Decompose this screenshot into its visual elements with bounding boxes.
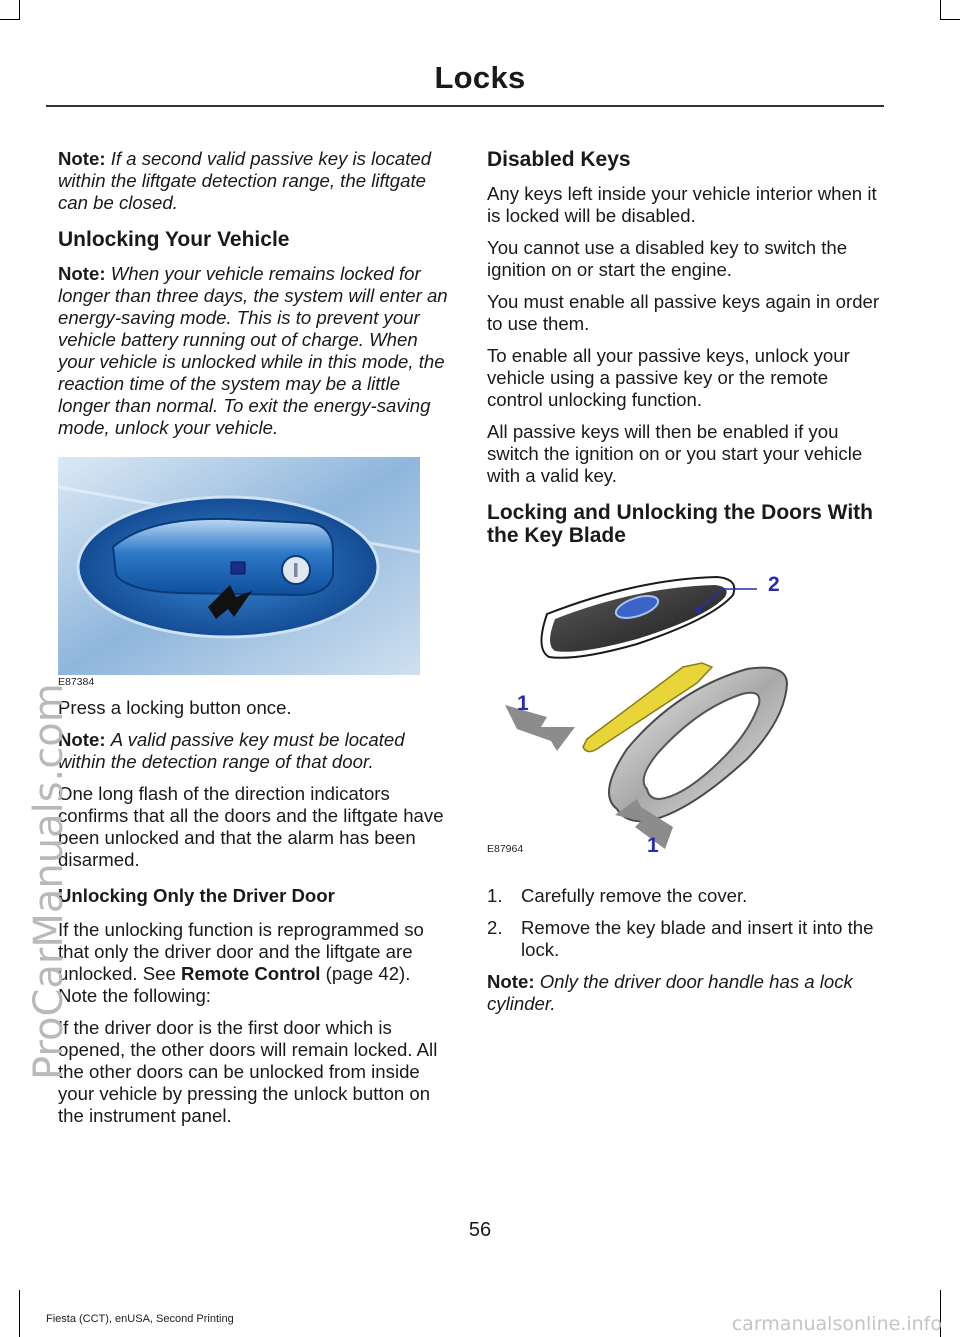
- crop-mark: [19, 1290, 20, 1337]
- reprogram-paragraph: [58, 919, 450, 1007]
- driver-door-paragraph: If the driver door is the first door which is opened, the other doors will remain locked. All the other doors can be unlocked from inside your vehicle by pressing the unlock button on the instrument panel.: [58, 1017, 438, 1126]
- figure-code: E87384: [58, 676, 95, 688]
- note-liftgate: [58, 148, 450, 214]
- right-column: [487, 148, 882, 1025]
- disabled-p4: To enable all your passive keys, unlock your vehicle using a passive key or the remote control unlocking function.: [487, 345, 850, 410]
- reprogram-text-b: (page 42). Note the following:: [58, 963, 411, 1006]
- figure-key-blade: [487, 559, 817, 877]
- note-label: Note:: [487, 971, 535, 992]
- callout-2: 2: [768, 573, 780, 596]
- crop-mark: [19, 0, 20, 20]
- key-fob-illustration: [487, 559, 817, 864]
- callout-1-bottom: 1: [647, 834, 659, 857]
- callout-1-left: 1: [517, 692, 529, 715]
- flash-confirmation: One long flash of the direction indicators confirms that all the doors and the liftgate have been unlocked and that the alarm has been disarmed.: [58, 783, 444, 870]
- edition-footer: Fiesta (CCT), enUSA, Second Printing: [46, 1313, 234, 1325]
- heading-key-blade: Locking and Unlocking the Doors With the Key Blade: [487, 501, 873, 547]
- page-title: Locks: [434, 60, 526, 95]
- step-number: 2.: [487, 917, 503, 938]
- bottom-watermark: carmanualsonline.info: [731, 1313, 942, 1335]
- step-number: 1.: [487, 885, 503, 906]
- note-detection-range: [58, 729, 450, 773]
- list-item: [487, 885, 882, 907]
- note-energy-saving: [58, 263, 450, 439]
- reprogram-text-a: If the unlocking function is reprogrammed so that only the driver door and the liftgate are unlocked. See: [58, 919, 424, 984]
- heading-unlocking-driver-door: Unlocking Only the Driver Door: [58, 885, 335, 906]
- crop-mark: [940, 0, 941, 20]
- disabled-p2: You cannot use a disabled key to switch the ignition on or start the engine.: [487, 237, 848, 280]
- note-text: When your vehicle remains locked for longer than three days, the system will enter an energy-saving mode. This is to prevent your vehicle battery running out of charge. When your vehicle is unlocked while in this mode, the reaction time of the system may be a little longer than normal. To exit the energy-saving mode, unlock your vehicle.: [58, 263, 448, 438]
- note-lock-cylinder: [487, 971, 882, 1015]
- steps-list: [487, 885, 882, 961]
- crop-mark: [940, 19, 960, 20]
- disabled-p3: You must enable all passive keys again in order to use them.: [487, 291, 880, 334]
- page-number: 56: [468, 1219, 492, 1241]
- note-text: Only the driver door handle has a lock cylinder.: [487, 971, 853, 1014]
- side-watermark: ProCarManuals.com: [26, 683, 72, 1080]
- crop-mark: [0, 19, 20, 20]
- press-locking-button: Press a locking button once.: [58, 697, 292, 718]
- note-text: If a second valid passive key is located within the liftgate detection range, the liftgate can be closed.: [58, 148, 432, 213]
- note-label: Note:: [58, 148, 106, 169]
- figure-door-handle: [58, 457, 420, 689]
- step-text: Carefully remove the cover.: [521, 885, 748, 906]
- door-handle-illustration: [58, 457, 420, 675]
- figure-code: E87964: [487, 843, 524, 855]
- note-label: Note:: [58, 263, 106, 284]
- disabled-p1: Any keys left inside your vehicle interior when it is locked will be disabled.: [487, 183, 877, 226]
- header-divider: [46, 105, 884, 107]
- heading-unlocking-your-vehicle: Unlocking Your Vehicle: [58, 228, 290, 251]
- note-label: Note:: [58, 729, 106, 750]
- remote-control-link[interactable]: Remote Control: [181, 963, 321, 984]
- note-text: A valid passive key must be located within the detection range of that door.: [58, 729, 405, 772]
- disabled-p5: All passive keys will then be enabled if you switch the ignition on or you start your vehicle with a valid key.: [487, 421, 863, 486]
- list-item: [487, 917, 882, 961]
- left-column: [58, 148, 450, 1137]
- step-text: Remove the key blade and insert it into the lock.: [521, 917, 874, 960]
- heading-disabled-keys: Disabled Keys: [487, 148, 631, 171]
